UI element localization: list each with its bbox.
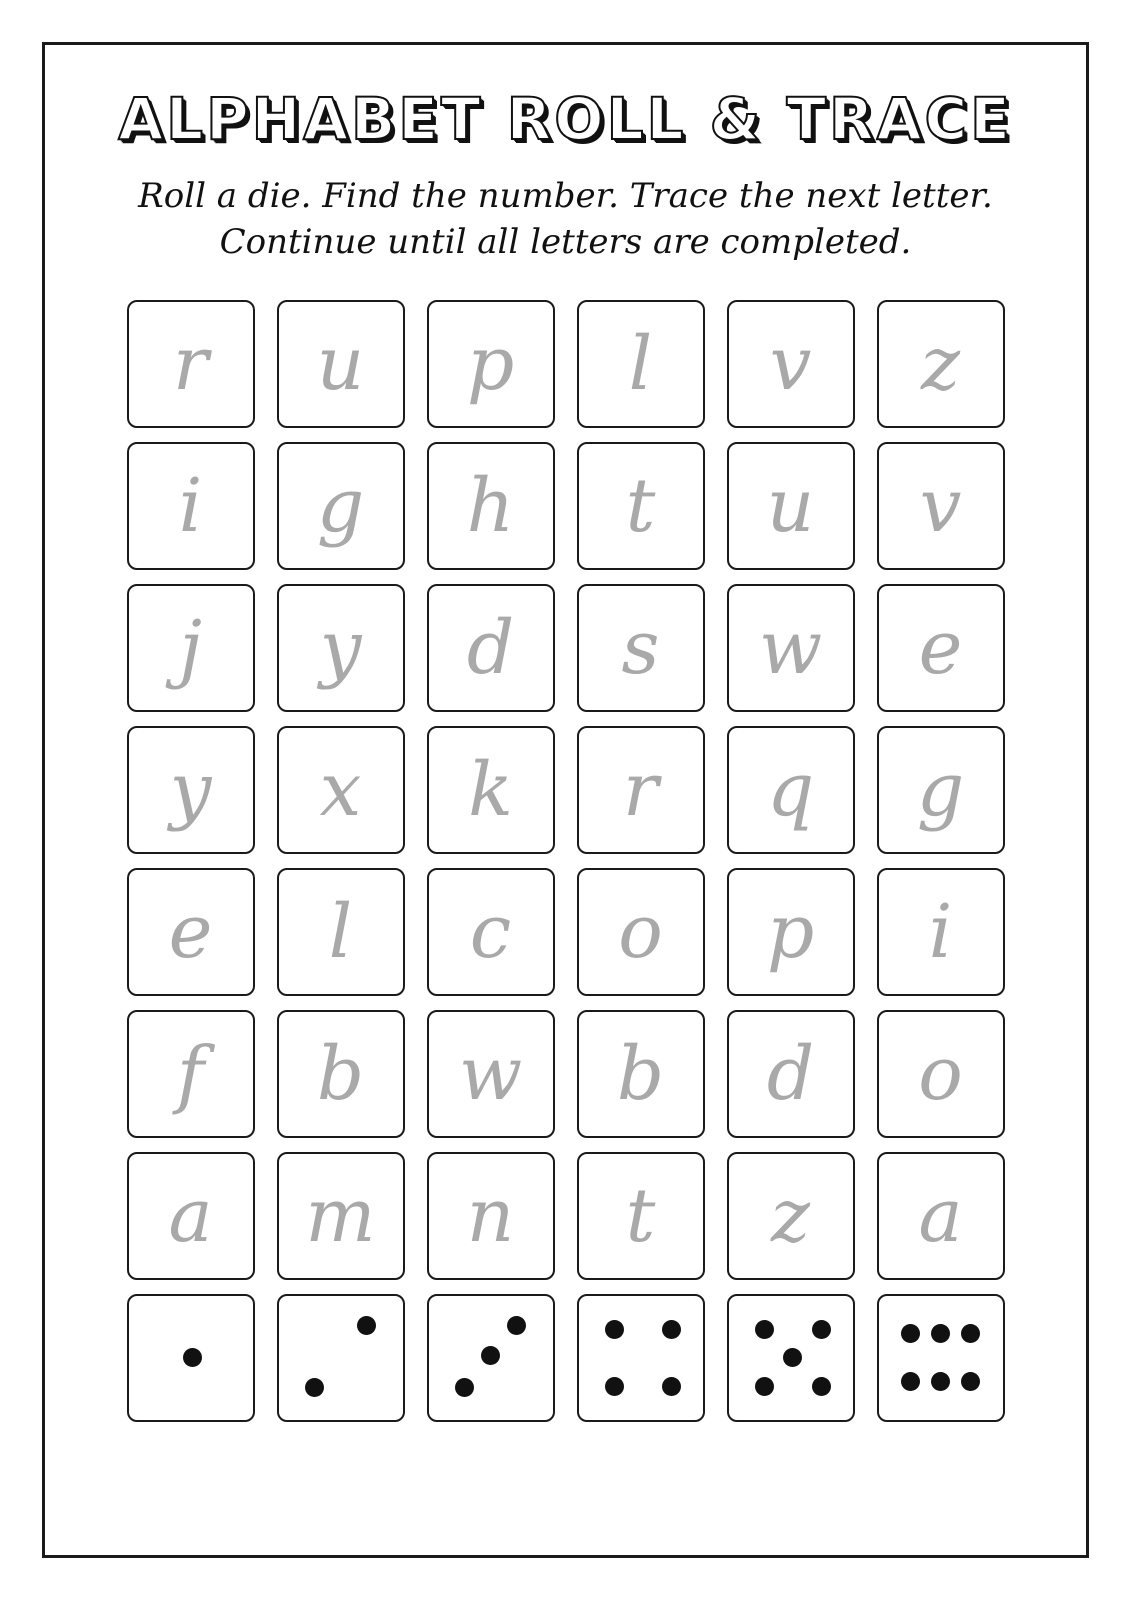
trace-letter: y (319, 604, 362, 691)
trace-cell[interactable] (277, 1010, 405, 1138)
die-pip (662, 1377, 681, 1396)
die-pip (783, 1348, 802, 1367)
trace-cell[interactable] (427, 584, 555, 712)
trace-cell[interactable] (277, 1152, 405, 1280)
trace-letter: d (766, 1030, 815, 1117)
trace-letter: z (771, 1172, 810, 1259)
trace-letter: m (305, 1172, 376, 1259)
trace-letter: f (176, 1030, 205, 1117)
die-pip (901, 1372, 920, 1391)
trace-letter: k (468, 746, 513, 833)
die-pip (455, 1378, 474, 1397)
trace-letter: a (168, 1172, 213, 1259)
trace-cell[interactable] (127, 1152, 255, 1280)
die-pip (755, 1320, 774, 1339)
trace-letter: z (921, 320, 960, 407)
trace-letter: s (621, 604, 660, 691)
trace-cell[interactable] (577, 442, 705, 570)
trace-letter: y (169, 746, 212, 833)
trace-cell[interactable] (727, 1152, 855, 1280)
trace-cell[interactable] (577, 1010, 705, 1138)
trace-cell[interactable] (277, 442, 405, 570)
trace-letter: a (918, 1172, 963, 1259)
trace-cell[interactable] (727, 1010, 855, 1138)
trace-letter: q (766, 746, 815, 833)
trace-cell[interactable] (277, 584, 405, 712)
die-pip (662, 1320, 681, 1339)
trace-cell[interactable] (727, 726, 855, 854)
trace-cell[interactable] (127, 584, 255, 712)
die-pip (901, 1324, 920, 1343)
trace-cell[interactable] (727, 868, 855, 996)
trace-cell[interactable] (427, 1010, 555, 1138)
trace-letter: n (466, 1172, 515, 1259)
trace-cell[interactable] (427, 1152, 555, 1280)
trace-letter: c (469, 888, 512, 975)
trace-letter: i (178, 462, 203, 549)
trace-letter: v (769, 320, 812, 407)
die-2-icon (279, 1294, 403, 1422)
trace-letter: l (628, 320, 653, 407)
trace-cell[interactable] (127, 868, 255, 996)
trace-letter: h (466, 462, 515, 549)
die-pip (183, 1348, 202, 1367)
trace-letter: o (918, 1030, 963, 1117)
die-5-icon (729, 1294, 853, 1422)
instructions-line-2: Continue until all letters are completed. (219, 221, 912, 262)
die-3-icon (429, 1294, 553, 1422)
die-pip (605, 1377, 624, 1396)
trace-letter: p (466, 320, 515, 407)
trace-cell[interactable] (877, 442, 1005, 570)
die-pip (507, 1316, 526, 1335)
trace-letter: b (616, 1030, 665, 1117)
trace-letter: w (458, 1030, 523, 1117)
trace-letter: j (179, 604, 202, 691)
trace-cell[interactable] (127, 726, 255, 854)
trace-letter: e (918, 604, 963, 691)
die-pip (812, 1320, 831, 1339)
die-pip (961, 1324, 980, 1343)
instructions-line-1: Roll a die. Find the number. Trace the next letter. (138, 175, 993, 216)
trace-cell[interactable] (877, 300, 1005, 428)
trace-cell[interactable] (577, 300, 705, 428)
trace-cell[interactable] (127, 300, 255, 428)
dice-cell-1[interactable] (127, 1294, 255, 1422)
die-pip (605, 1320, 624, 1339)
dice-cell-4[interactable] (577, 1294, 705, 1422)
trace-grid (127, 300, 1005, 1422)
trace-letter: d (466, 604, 515, 691)
dice-cell-2[interactable] (277, 1294, 405, 1422)
die-pip (755, 1377, 774, 1396)
trace-letter: u (766, 462, 815, 549)
trace-letter: e (168, 888, 213, 975)
trace-cell[interactable] (727, 300, 855, 428)
trace-cell[interactable] (277, 726, 405, 854)
trace-cell[interactable] (577, 584, 705, 712)
die-pip (305, 1378, 324, 1397)
die-pip (961, 1372, 980, 1391)
trace-cell[interactable] (427, 442, 555, 570)
trace-cell[interactable] (277, 868, 405, 996)
die-pip (931, 1324, 950, 1343)
trace-letter: r (622, 746, 659, 833)
trace-letter: b (316, 1030, 365, 1117)
trace-cell[interactable] (577, 1152, 705, 1280)
die-6-icon (879, 1294, 1003, 1422)
trace-letter: l (328, 888, 353, 975)
trace-cell[interactable] (877, 726, 1005, 854)
die-pip (812, 1377, 831, 1396)
dice-cell-3[interactable] (427, 1294, 555, 1422)
trace-letter: p (766, 888, 815, 975)
trace-cell[interactable] (877, 1010, 1005, 1138)
trace-letter: x (319, 746, 362, 833)
dice-cell-6[interactable] (877, 1294, 1005, 1422)
die-4-icon (579, 1294, 703, 1422)
trace-letter: w (758, 604, 823, 691)
trace-cell[interactable] (427, 868, 555, 996)
trace-cell[interactable] (727, 442, 855, 570)
die-pip (357, 1316, 376, 1335)
trace-letter: o (618, 888, 663, 975)
die-pip (481, 1346, 500, 1365)
trace-cell[interactable] (277, 300, 405, 428)
trace-cell[interactable] (127, 442, 255, 570)
instructions (138, 174, 993, 266)
trace-cell[interactable] (577, 726, 705, 854)
trace-cell[interactable] (427, 726, 555, 854)
trace-letter: g (316, 462, 365, 549)
trace-letter: r (172, 320, 209, 407)
trace-cell[interactable] (877, 584, 1005, 712)
trace-letter: v (919, 462, 962, 549)
trace-cell[interactable] (727, 584, 855, 712)
trace-cell[interactable] (127, 1010, 255, 1138)
trace-letter: g (916, 746, 965, 833)
trace-cell[interactable] (877, 868, 1005, 996)
trace-cell[interactable] (577, 868, 705, 996)
worksheet-content (42, 42, 1089, 1558)
dice-cell-5[interactable] (727, 1294, 855, 1422)
die-pip (931, 1372, 950, 1391)
trace-letter: t (625, 1172, 656, 1259)
die-1-icon (129, 1294, 253, 1422)
trace-cell[interactable] (427, 300, 555, 428)
trace-cell[interactable] (877, 1152, 1005, 1280)
trace-letter: u (316, 320, 365, 407)
trace-letter: i (928, 888, 953, 975)
page-title: ALPHABET ROLL & TRACE (118, 85, 1013, 153)
trace-letter: t (625, 462, 656, 549)
